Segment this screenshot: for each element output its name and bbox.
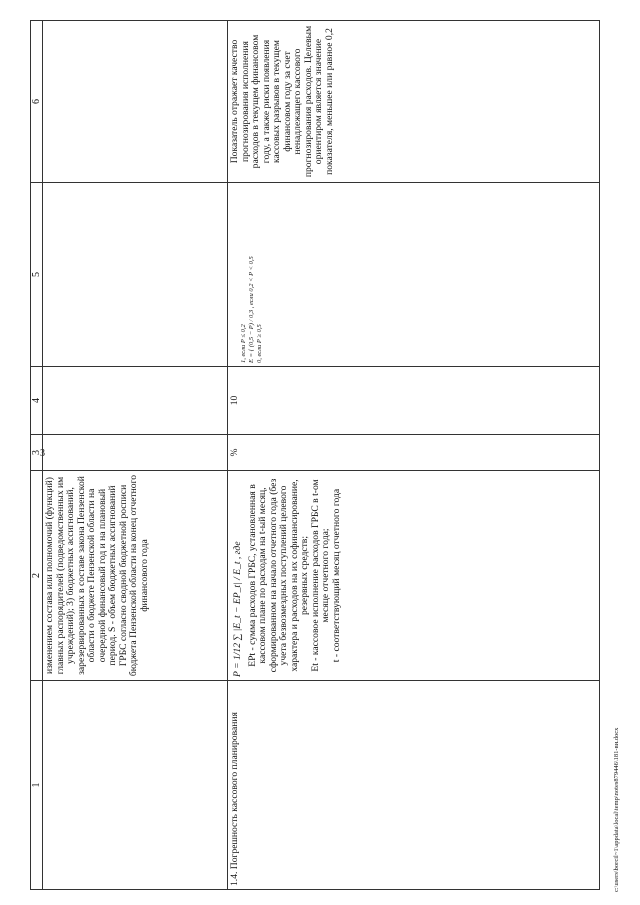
footer-file-path: c:\users\borcil~1\appdata\local\temp\notes879446\181-ви.docx — [613, 727, 620, 892]
header-cell-5: 5 — [31, 183, 43, 367]
header-cell-2: 2 — [31, 471, 43, 681]
unit-cell — [228, 435, 600, 471]
header-cell-1: 1 — [31, 681, 43, 890]
weight-value: 10 — [229, 395, 240, 406]
eval-line-2: E = { (0,5 − P) / 0,3 , если 0,2 < P < 0,5 — [247, 256, 255, 363]
header-cell-6: 6 — [31, 21, 43, 183]
legend-et: Et - кассовое исполнение расходов ГРБС в t-ом месяце отчетного года; — [309, 479, 332, 672]
prev-col4 — [43, 367, 228, 435]
prev-col1 — [43, 681, 228, 890]
indicator-name: 1.4. Погрешность кассового планирования — [229, 712, 240, 886]
page-number: 3 — [40, 448, 45, 459]
header-cell-4: 4 — [31, 367, 43, 435]
table-row-indicator-1-4 — [228, 21, 600, 890]
legend-t: t - соответствующий месяц отчетного года — [330, 488, 342, 663]
table-row-previous — [43, 21, 228, 890]
evaluation-formula — [240, 186, 263, 363]
evaluation-cell — [228, 183, 600, 367]
calculation-cell — [228, 471, 600, 681]
prev-col3 — [43, 435, 228, 471]
legend-ept: EPt - сумма расходов ГРБС, установленная в кассовом плане по расходам на t-ый месяц, сформированном на начало отчетного года (без учета безвозмездных поступлений целевого характера и расходов на их софинансирование, резервных средств; — [246, 478, 311, 673]
weight-cell — [228, 367, 600, 435]
prev-col6 — [43, 21, 228, 183]
eval-line-1: 1, если P ≤ 0,2 — [240, 324, 247, 363]
eval-line-3: 0, если P ≥ 0,5 — [255, 324, 263, 363]
indicator-name-cell — [228, 681, 600, 890]
calculation-formula: P = 1/12 ∑ |E_t − EP_t| / E_t , где — [232, 541, 243, 677]
table-header-row — [31, 21, 43, 890]
comment-text: Показатель отражает качество прогнозирования исполнения расходов в текущем финансовом году, а также риски появления кассовых разрывов в текущем финансовом году за счет ненадлежащего кассового прогнозирования расходов. Целевым ориентиром является значение показателя, меньшее или равное 0,2 — [229, 25, 335, 178]
prev-col5 — [43, 183, 228, 367]
formula-legend — [248, 474, 343, 677]
prev-col2-text: изменением состава или полномочий (функций) главных распорядителей (подведомственных им учреждений); 3) бюджетных ассигнований, зарезервированных в составе закона Пензенской области о бюджете Пензенской области на очередной финансовый год и на плановый период. S - объем бюджетных ассигнований ГРБС согласно сводной бюджетной росписи бюджета Пензенской области на конец отчетного финансового года — [44, 474, 150, 677]
comment-cell — [228, 21, 600, 183]
unit-value: % — [229, 448, 240, 457]
header-cell-3: 3 — [31, 435, 43, 471]
prev-col2 — [43, 471, 228, 681]
indicator-table — [30, 20, 600, 890]
rotated-landscape-page — [17, 13, 627, 898]
